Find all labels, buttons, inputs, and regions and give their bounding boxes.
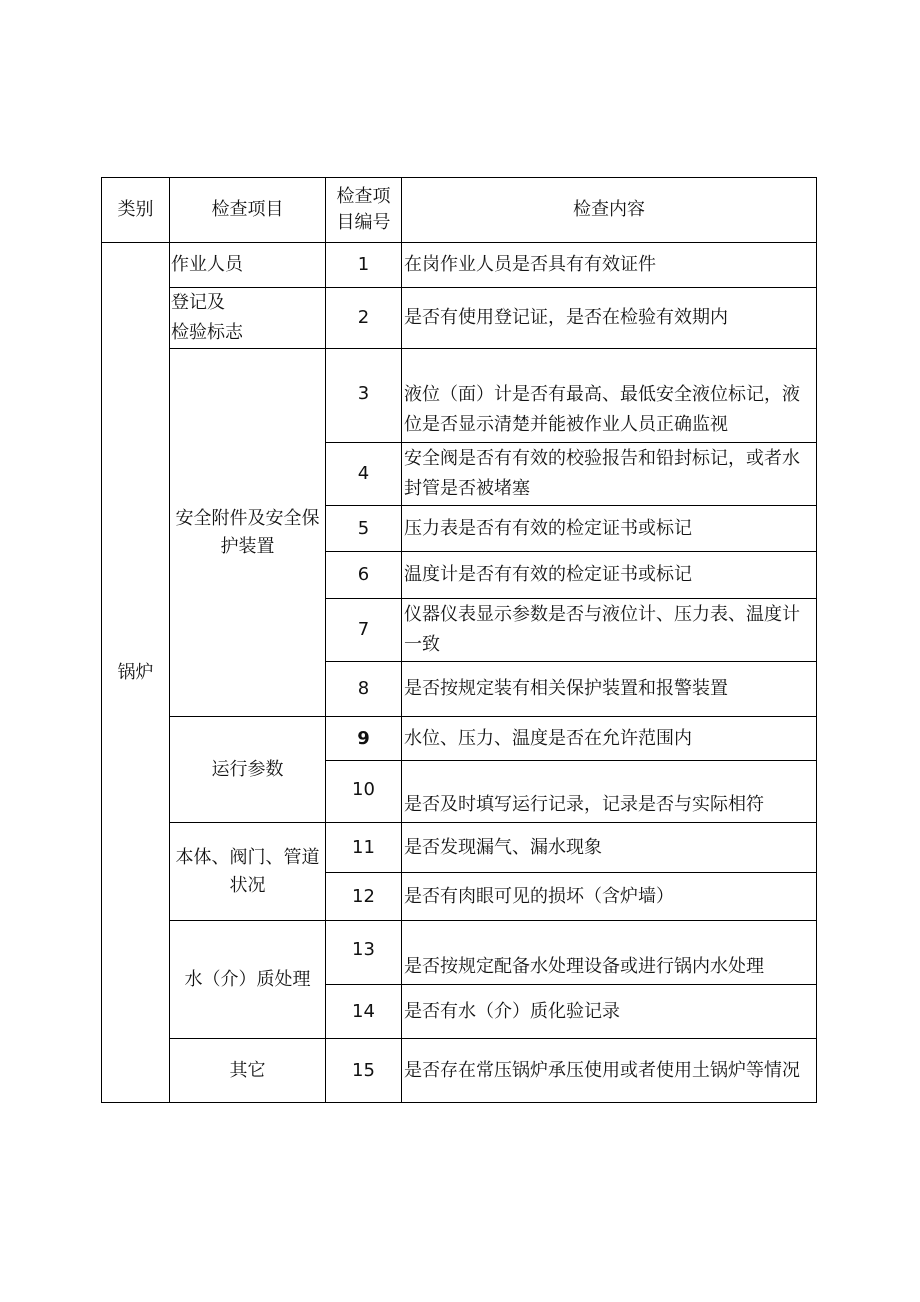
header-row — [102, 178, 817, 243]
item-cell: 其它 — [170, 1039, 326, 1103]
item-cell: 安全附件及安全保护装置 — [170, 349, 326, 717]
item-cell: 作业人员 — [170, 243, 326, 288]
item-cell: 运行参数 — [170, 717, 326, 823]
item-number: 4 — [326, 443, 402, 506]
item-number: 11 — [326, 823, 402, 873]
table-row — [102, 823, 817, 873]
content-cell: 是否及时填写运行记录，记录是否与实际相符 — [402, 761, 817, 823]
inspection-table — [101, 177, 817, 1103]
item-cell: 本体、阀门、管道状况 — [170, 823, 326, 921]
item-number: 10 — [326, 761, 402, 823]
content-cell: 安全阀是否有有效的校验报告和铅封标记，或者水封管是否被堵塞 — [402, 443, 817, 506]
item-number: 15 — [326, 1039, 402, 1103]
content-cell: 液位（面）计是否有最高、最低安全液位标记，液位是否显示清楚并能被作业人员正确监视 — [402, 349, 817, 443]
item-number: 14 — [326, 985, 402, 1039]
header-item: 检查项目 — [170, 178, 326, 243]
item-number: 5 — [326, 506, 402, 552]
item-number: 1 — [326, 243, 402, 288]
item-line2: 检验标志 — [171, 322, 243, 343]
item-number: 13 — [326, 921, 402, 985]
header-item-no-line1: 检查项 — [336, 186, 391, 207]
content-cell: 是否发现漏气、漏水现象 — [402, 823, 817, 873]
content-cell: 在岗作业人员是否具有有效证件 — [402, 243, 817, 288]
content-cell: 仪器仪表显示参数是否与液位计、压力表、温度计一致 — [402, 599, 817, 662]
table-row — [102, 243, 817, 288]
item-cell: 水（介）质处理 — [170, 921, 326, 1039]
item-number: 12 — [326, 873, 402, 921]
content-cell: 温度计是否有有效的检定证书或标记 — [402, 552, 817, 599]
item-cell — [170, 288, 326, 349]
content-cell: 是否有肉眼可见的损坏（含炉墙） — [402, 873, 817, 921]
table-row — [102, 349, 817, 443]
content-cell: 是否存在常压锅炉承压使用或者使用土锅炉等情况 — [402, 1039, 817, 1103]
item-number: 3 — [326, 349, 402, 443]
content-cell: 是否有水（介）质化验记录 — [402, 985, 817, 1039]
item-number: 6 — [326, 552, 402, 599]
header-content: 检查内容 — [402, 178, 817, 243]
content-cell: 水位、压力、温度是否在允许范围内 — [402, 717, 817, 761]
table-row — [102, 288, 817, 349]
content-cell: 是否按规定配备水处理设备或进行锅内水处理 — [402, 921, 817, 985]
content-cell: 是否有使用登记证，是否在检验有效期内 — [402, 288, 817, 349]
item-number: 9 — [326, 717, 402, 761]
table-row — [102, 921, 817, 985]
item-number: 2 — [326, 288, 402, 349]
content-cell: 是否按规定装有相关保护装置和报警装置 — [402, 662, 817, 717]
item-cell-clip — [171, 288, 325, 348]
item-line1: 登记及 — [171, 292, 225, 313]
table-row — [102, 717, 817, 761]
content-cell: 压力表是否有有效的检定证书或标记 — [402, 506, 817, 552]
header-item-no — [326, 178, 402, 243]
item-number: 8 — [326, 662, 402, 717]
header-category: 类别 — [102, 178, 170, 243]
category-cell: 锅炉 — [102, 243, 170, 1103]
header-item-no-line2: 目编号 — [336, 212, 391, 233]
item-number: 7 — [326, 599, 402, 662]
table-row — [102, 1039, 817, 1103]
